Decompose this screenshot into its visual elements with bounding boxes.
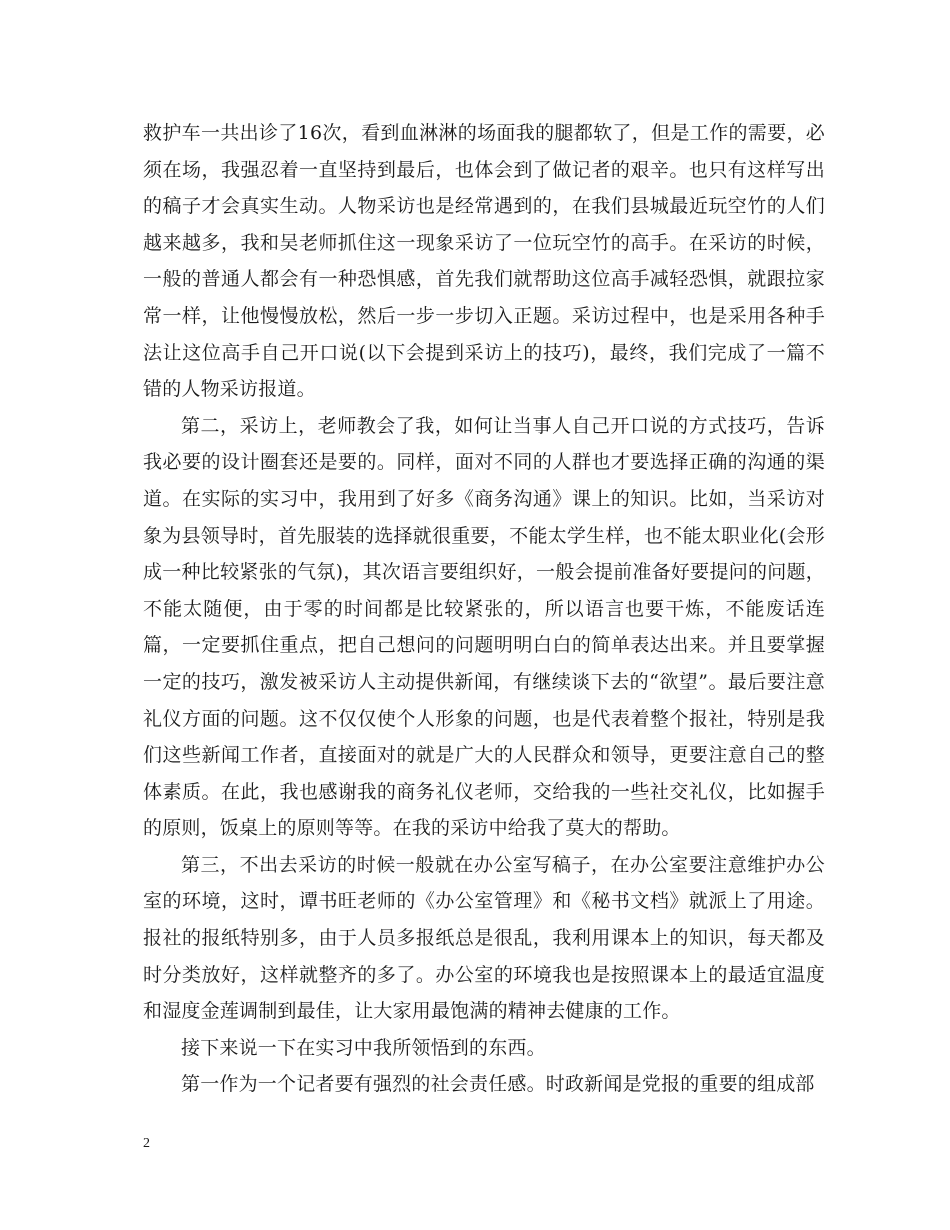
paragraph-continued: 救护车一共出诊了16次，看到血淋淋的场面我的腿都软了，但是工作的需要，必须在场，我强忍着一直坚持到最后，也体会到了做记者的艰辛。也只有这样写出的稿子才会真实生动。人物采访也是经常遇到的，在我们县城最近玩空竹的人们越来越多，我和吴老师抓住这一现象采访了一位玩空竹的高手。在采访的时候，一般的普通人都会有一种恐惧感，首先我们就帮助这位高手减轻恐惧，就跟拉家常一样，让他慢慢放松，然后一步一步切入正题。采访过程中，也是采用各种手法让这位高手自己开口说(以下会提到采访上的技巧)，最终，我们完成了一篇不错的人物采访报道。 bbox=[143, 122, 825, 401]
page-number: 2 bbox=[143, 1136, 150, 1151]
body-text bbox=[143, 115, 825, 1103]
paragraph-third-point: 第三，不出去采访的时候一般就在办公室写稿子，在办公室要注意维护办公室的环境，这时，谭书旺老师的《办公室管理》和《秘书文档》就派上了用途。报社的报纸特别多，由于人员多报纸总是很乱，我利用课本上的知识，每天都及时分类放好，这样就整齐的多了。办公室的环境我也是按照课本上的最适宜温度和湿度金莲调制到最佳，让大家用最饱满的精神去健康的工作。 bbox=[143, 853, 825, 1023]
paragraph-second-point: 第二，采访上，老师教会了我，如何让当事人自己开口说的方式技巧，告诉我必要的设计圈套还是要的。同样，面对不同的人群也才要选择正确的沟通的渠道。在实际的实习中，我用到了好多《商务沟通》课上的知识。比如，当采访对象为县领导时，首先服装的选择就很重要，不能太学生样，也不能太职业化(会形成一种比较紧张的气氛)，其次语言要组织好，一般会提前准备好要提问的问题，不能太随便，由于零的时间都是比较紧张的，所以语言也要干炼，不能废话连篇，一定要抓住重点，把自己想问的问题明明白白的简单表达出来。并且要掌握一定的技巧，激发被采访人主动提供新闻，有继续谈下去的“欲望”。最后要注意礼仪方面的问题。这不仅仅使个人形象的问题，也是代表着整个报社，特别是我们这些新闻工作者，直接面对的就是广大的人民群众和领导，更要注意自己的整体素质。在此，我也感谢我的商务礼仪老师，交给我的一些社交礼仪，比如握手的原则，饭桌上的原则等等。在我的采访中给我了莫大的帮助。 bbox=[143, 414, 825, 840]
paragraph-first-insight: 第一作为一个记者要有强烈的社会责任感。时政新闻是党报的重要的组成部 bbox=[181, 1073, 815, 1096]
paragraph-transition: 接下来说一下在实习中我所领悟到的东西。 bbox=[181, 1036, 546, 1059]
